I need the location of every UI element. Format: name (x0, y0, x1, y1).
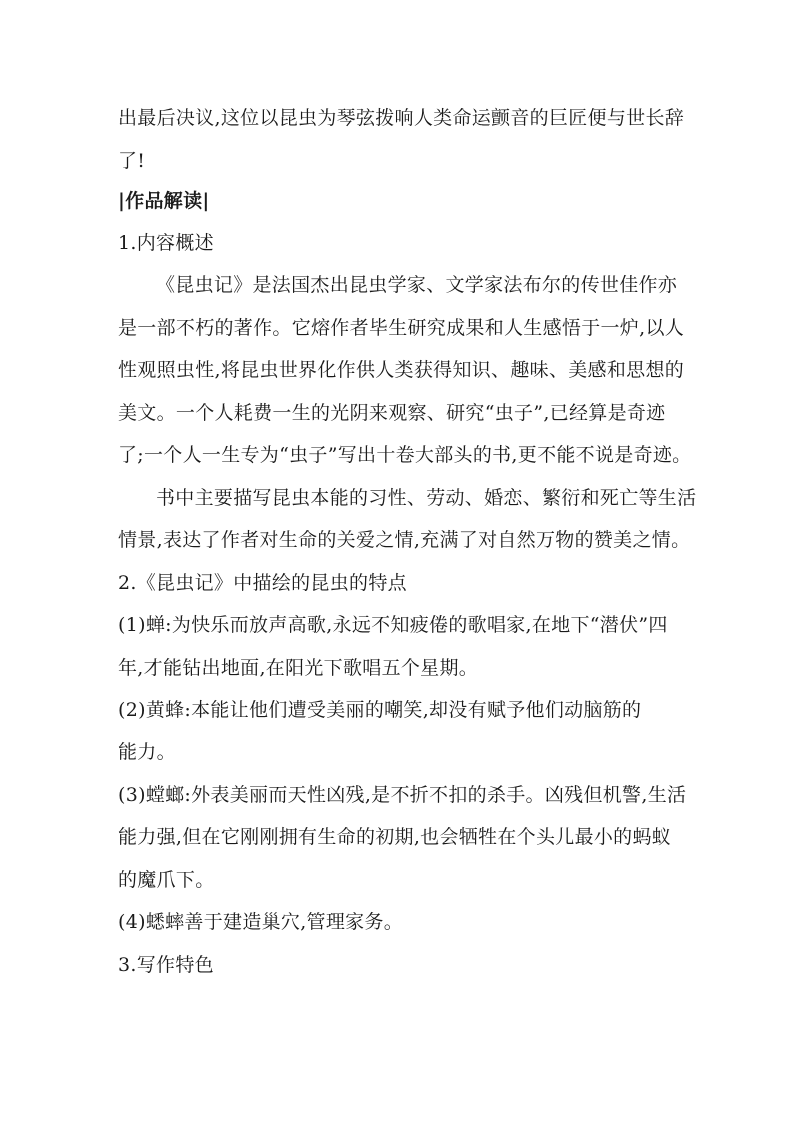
item-mantis-line-2: 能力强,但在它刚刚拥有生命的初期,也会牺牲在个头儿最小的蚂蚁 (118, 826, 672, 848)
body-line-1: 出最后决议,这位以昆虫为琴弦拨响人类命运颤音的巨匠便与世长辞 (118, 107, 685, 129)
section-heading-content-overview: 1.内容概述 (118, 232, 214, 254)
paragraph-1-line-2: 是一部不朽的著作。它熔作者毕生研究成果和人生感悟于一炉,以人 (118, 317, 685, 339)
item-cricket-line-1: (4)蟋蟀善于建造巢穴,管理家务。 (118, 911, 404, 933)
item-mantis-line-1: (3)螳螂:外表美丽而天性凶残,是不折不扣的杀手。凶残但机警,生活 (118, 784, 687, 806)
paragraph-2-line-2: 情景,表达了作者对生命的关爱之情,充满了对自然万物的赞美之情。 (118, 529, 691, 551)
paragraph-1-line-5: 了;一个人一生专为“虫子”写出十卷大部头的书,更不能不说是奇迹。 (118, 444, 692, 466)
item-wasp-line-1: (2)黄蜂:本能让他们遭受美丽的嘲笑,却没有赋予他们动脑筋的 (118, 699, 642, 721)
paragraph-1-line-3: 性观照虫性,将昆虫世界化作供人类获得知识、趣味、美感和思想的 (118, 359, 685, 381)
paragraph-2-line-1: 书中主要描写昆虫本能的习性、劳动、婚恋、繁衍和死亡等生活 (156, 487, 697, 509)
item-mantis-line-3: 的魔爪下。 (118, 869, 215, 891)
section-label-work-interpretation: |作品解读| (118, 190, 210, 212)
paragraph-1-line-4: 美文。一个人耗费一生的光阴来观察、研究“虫子”,已经算是奇迹 (118, 402, 666, 424)
item-cicada-line-1: (1)蝉:为快乐而放声高歌,永远不知疲倦的歌唱家,在地下“潜伏”四 (118, 614, 668, 636)
section-heading-writing-features: 3.写作特色 (118, 954, 214, 976)
body-line-2: 了! (118, 150, 146, 172)
section-heading-insect-features: 2.《昆虫记》中描绘的昆虫的特点 (118, 572, 407, 594)
paragraph-1-line-1: 《昆虫记》是法国杰出昆虫学家、文学家法布尔的传世佳作亦 (156, 274, 678, 296)
item-wasp-line-2: 能力。 (118, 741, 176, 763)
item-cicada-line-2: 年,才能钻出地面,在阳光下歌唱五个星期。 (118, 657, 479, 679)
